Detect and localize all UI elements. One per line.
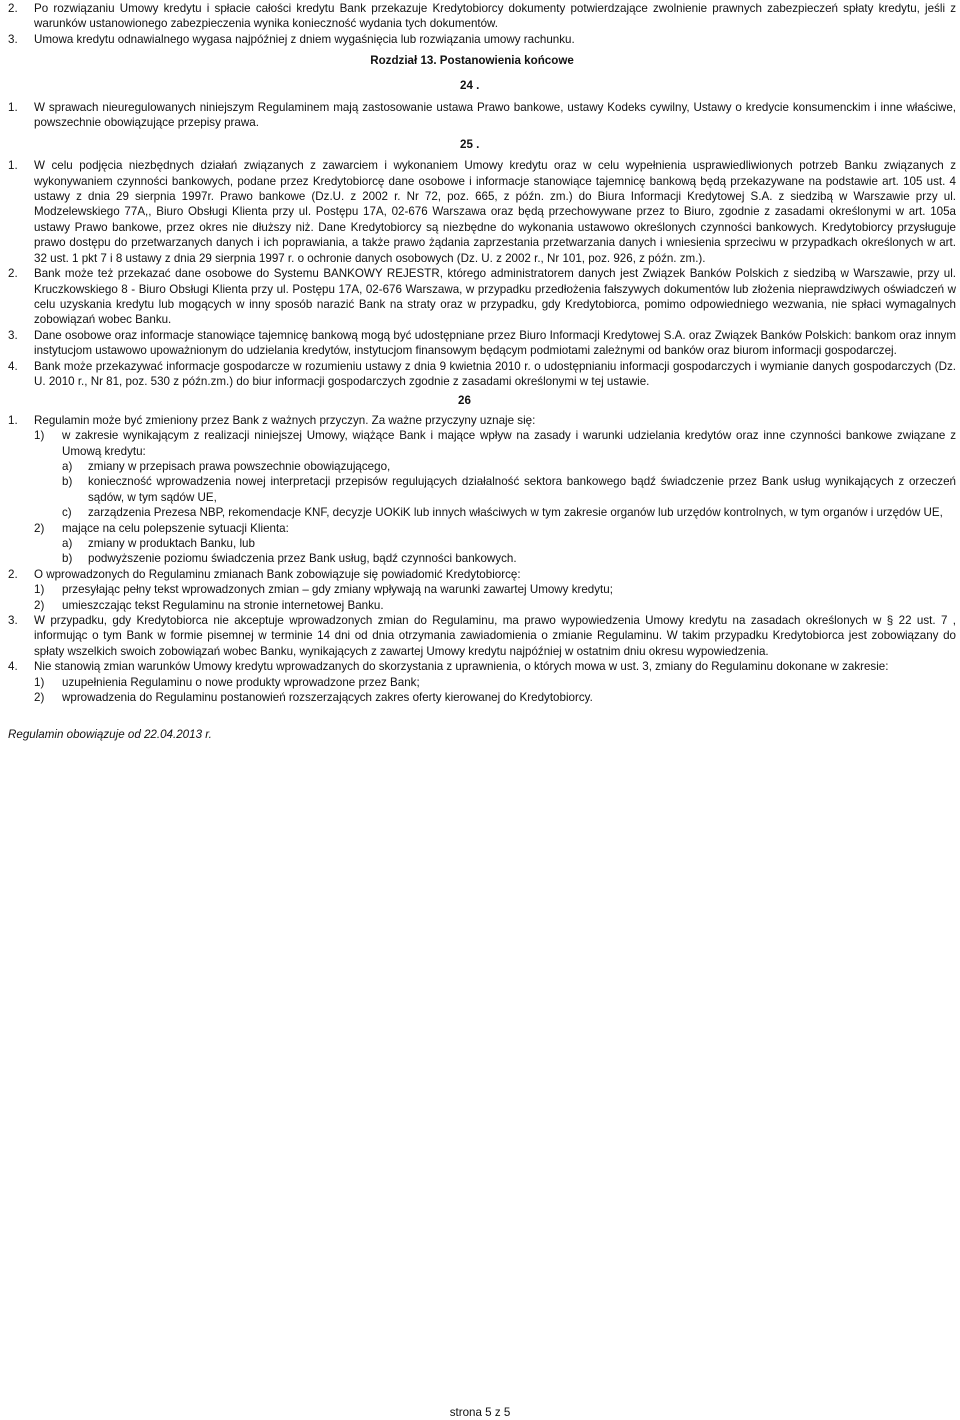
list-item: 3. W przypadku, gdy Kredytobiorca nie akceptuje wprowadzonych zmian do Regulaminu, ma prawo wypowiedzenia Umowy kredytu na zasadach określonych w § 22 ust. 7 , informując o tym Bank w formie pisemnej w terminie 14 dni od dnia otrzymania zawiadomienia o zmianie Regulaminu. W takim przypadku Kredytobiorca jest zobowiązany do spłaty wszelkich swoich zobowiązań wobec Banku, wynikających z zawartej Umowy kredytu najpóźniej w ostatnim dniu okresu wypowiedzenia. — [8, 614, 956, 658]
sub-item: 1) przesyłając pełny tekst wprowadzonych zmian – gdy zmiany wpływają na warunki zawartej Umowy kredytu; — [34, 583, 613, 597]
list-item: 4. Nie stanowią zmian warunków Umowy kredytu wprowadzanych do skorzystania z uprawnienia, o których mowa w ust. 3, zmiany do Regulaminu dokonane w zakresie: 1) uzupełnienia Regulaminu o nowe produkty wprowadzone przez Bank; 2) wprowadzenia do Regulaminu postanowień rozszerzających zakres oferty kierowanej do Kredytobiorcy. — [8, 659, 956, 705]
list-item: 3. Dane osobowe oraz informacje stanowiące tajemnicę bankową mogą być udostępniane przez Biuro Informacji Kredytowej S.A. oraz Związek Banków Polskich: bankom oraz innym instytucjom ustawowo upoważnionym do udzielania kredytów, instytucjom finansowym będącym podmiotami zależnymi od banków oraz biurom informacji gospodarczej. — [8, 328, 956, 358]
list-item: 2. O wprowadzonych do Regulaminu zmianach Bank zobowiązuje się powiadomić Kredytobiorcę: 1) przesyłając pełny tekst wprowadzonych zmian – gdy zmiany wpływają na warunki zawartej Umowy kredytu; 2) umieszczając tekst Regulaminu na stronie internetowej Banku. — [8, 567, 956, 613]
document-page — [8, 1, 956, 743]
sub-item: 1) uzupełnienia Regulaminu o nowe produkty wprowadzone przez Bank; — [34, 675, 420, 689]
section-heading-26: 26 — [458, 394, 471, 408]
list-item-text: Regulamin może być zmieniony przez Bank z ważnych przyczyn. Za ważne przyczyny uznaje się: — [34, 413, 536, 427]
section-heading-25: 25 . — [460, 137, 480, 151]
list-item-text: O wprowadzonych do Regulaminu zmianach Bank zobowiązuje się powiadomić Kredytobiorcę: — [34, 567, 521, 581]
sub-item: 2) wprowadzenia do Regulaminu postanowień rozszerzających zakres oferty kierowanej do Kredytobiorcy. — [34, 691, 593, 705]
list-item: 4. Bank może przekazywać informacje gospodarcze w rozumieniu ustawy z dnia 9 kwietnia 2010 r. o udostępnianiu informacji gospodarczych i wymianie danych gospodarczych (Dz. U. 2010 r., Nr 81, poz. 530 z późn.zm.) do biur informacji gospodarczych zgodnie z zasadami określonymi w tej ustawie. — [8, 359, 956, 388]
letter-item: b) podwyższenie poziomu świadczenia przez Bank usług, bądź czynności bankowych. — [62, 552, 517, 566]
letter-item: b) konieczność wprowadzenia nowej interpretacji przepisów regulujących działalność sektora bankowego bądź świadczenie przez Bank usług wynikających z orzeczeń sądów, w tym sądów UE, — [62, 475, 956, 504]
letter-item: a) zmiany w produktach Banku, lub — [62, 537, 255, 550]
list-item: 1. W sprawach nieuregulowanych niniejszym Regulaminem mają zastosowanie ustawa Prawo bankowe, ustawy Kodeks cywilny, Ustawy o kredycie konsumenckim i inne właściwe, powszechnie obowiązujące przepisy prawa. — [8, 101, 956, 130]
section-heading-24: 24 . — [460, 78, 480, 92]
list-item-text: Nie stanowią zmian warunków Umowy kredytu wprowadzanych do skorzystania z uprawnienia, o których mowa w ust. 3, zmiany do Regulaminu dokonane w zakresie: — [34, 660, 889, 674]
list-item: 2. Po rozwiązaniu Umowy kredytu i spłacie całości kredytu Bank przekazuje Kredytobiorcy dokumenty potwierdzające zwolnienie prawnych zabezpieczeń spłaty kredytu, jeśli z warunków ustanowionego zabezpieczenia wynika konieczność wydania tych dokumentów. — [8, 2, 956, 31]
list-item: 1. Regulamin może być zmieniony przez Bank z ważnych przyczyn. Za ważne przyczyny uznaje się: 1) w zakresie wynikającym z realizacji niniejszej Umowy, wiążące Bank i mające wpływ na zasady i warunki udzielania kredytów oraz inne czynności bankowe związane z Umową kredytu: a) zmiany w przepisach prawa powszechnie obowiązującego, b) konieczność wprowadzenia nowej interpretacji przepisów regulujących działalność sektora bankowego bądź świadczenie przez Bank usług wynikających z orzeczeń sądów, w tym sądów UE, c) zarządzenia Prezesa NBP, rekomendacje KNF, decyzje UOKiK lub innych właściwych w tym zakresie organów lub urzędów kontrolnych, w tym organów i urzędów UE, 2) mające na celu polepszenie sytuacji Klienta: a) zmiany w produktach Banku, lub b) podwyższenie poziomu świadczenia przez Bank usług, bądź czynności bankowych. — [8, 413, 956, 566]
effective-date-note: Regulamin obowiązuje od 22.04.2013 r. — [8, 728, 212, 742]
page-number: strona 5 z 5 — [449, 1406, 511, 1419]
list-item: 3. Umowa kredytu odnawialnego wygasa najpóźniej z dniem wygaśnięcia lub rozwiązania umowy rachunku. — [8, 32, 575, 46]
list-item: 1. W celu podjęcia niezbędnych działań związanych z zawarciem i wykonaniem Umowy kredytu oraz w celu wypełnienia usprawiedliwionych potrzeb Banku związanych z wykonywaniem czynności bankowych, podane przez Kredytobiorcę dane osobowe i informacje stanowiące tajemnicę bankową będą przekazywane na podstawie art. 105 ust. 4 ustawy z dnia 29 sierpnia 1997r. Prawo bankowe (Dz.U. z 2002 r. Nr 72, poz. 665, z późn. zm.) do Biura Informacji Kredytowej S.A. z siedzibą w Warszawie przy ul. Modzelewskiego 77A,, Biuro Obsługi Klienta przy ul. Postępu 17A, 02-676 Warszawa oraz będą przechowywane przez to Biuro, zgodnie z zasadami określonymi w art. 105a ustawy Prawo bankowe, przez okres nie dłuższy niż. Dane Kredytobiorcy są niezbędne do wykonania ustawowo określonych czynności bankowych. Kredytobiorcy przysługuje prawo dostępu do przetwarzanych danych i ich poprawiania, a także prawo żądania zaprzestania przetwarzania danych i wniesienia sprzeciwu w przypadkach określonych w art. 32 ust. 1 pkt 7 i 8 ustawy z dnia 29 sierpnia 1997 r. o ochronie danych osobowych (Dz. U. z 2002 r., Nr 101, poz. 926, z późn. zm.). — [8, 159, 956, 265]
letter-item: a) zmiany w przepisach prawa powszechnie obowiązującego, — [62, 459, 391, 473]
list-item: 2. Bank może też przekazać dane osobowe do Systemu BANKOWY REJESTR, którego administratorem danych jest Związek Banków Polskich z siedzibą w Warszawie, przy ul. Kruczkowskiego 8 - Biuro Obsługi Klienta przy ul. Postępu 17A, 02-676 Warszawa, w przypadku przedłożenia fałszywych dokumentów lub złożenia nieprawdziwych oświadczeń w celu uzyskania kredytu lub mogących w inny sposób narazić Bank na straty oraz w przypadku, gdy Kredytobiorca, pomimo odpowiedniego wezwania, nie spłaci wymagalnych zobowiązań wobec Banku. — [8, 267, 956, 327]
letter-item: c) zarządzenia Prezesa NBP, rekomendacje KNF, decyzje UOKiK lub innych właściwych w tym zakresie organów lub urzędów kontrolnych, w tym organów i urzędów UE, — [62, 506, 943, 520]
sub-item: 2) mające na celu polepszenie sytuacji Klienta: — [34, 521, 289, 535]
chapter-title: Rozdział 13. Postanowienia końcowe — [370, 54, 574, 68]
sub-item: 1) w zakresie wynikającym z realizacji niniejszej Umowy, wiążące Bank i mające wpływ na zasady i warunki udzielania kredytów oraz inne czynności bankowe związane z Umową kredytu: — [34, 429, 956, 458]
sub-item: 2) umieszczając tekst Regulaminu na stronie internetowej Banku. — [34, 598, 384, 612]
